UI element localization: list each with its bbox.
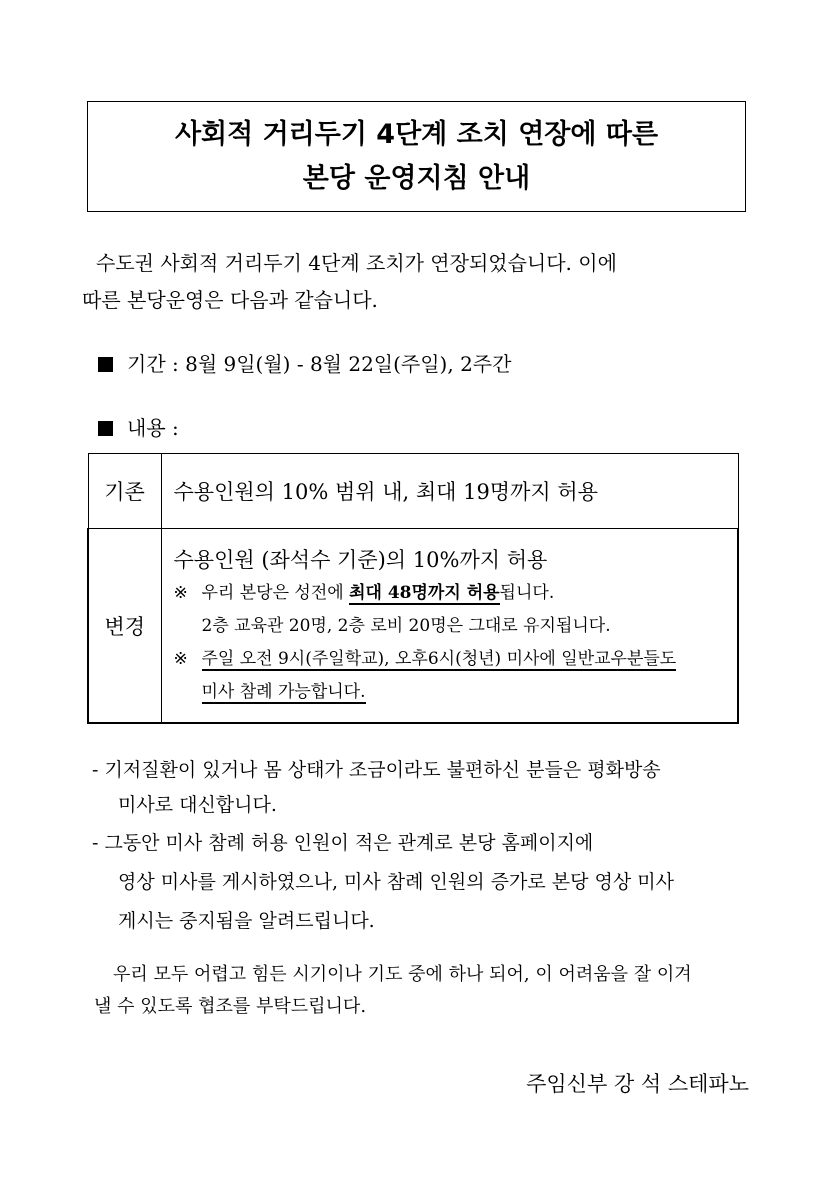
signature: 주임신부 강 석 스테파노 <box>526 1072 749 1096</box>
black-square-icon <box>98 357 113 372</box>
note-item-1-cont: 미사로 대신합니다. <box>118 794 277 816</box>
changed-line-1: 수용인원 (좌석수 기준)의 10%까지 허용 <box>173 547 548 572</box>
content-item <box>98 412 179 441</box>
title-line-1: 사회적 거리두기 4단계 조치 연장에 따른 <box>174 118 659 150</box>
closing-line-2: 낼 수 있도록 협조를 부탁드립니다. <box>94 996 367 1017</box>
changed-header: 변경 <box>88 529 161 724</box>
closing-line-1: 우리 모두 어렵고 힘든 시기이나 기도 중에 하나 되어, 이 어려움을 잘 이겨 <box>113 964 692 985</box>
note-item-2-cont-2: 게시는 중지됨을 알려드립니다. <box>118 910 375 932</box>
table-row-changed <box>88 529 738 724</box>
title-line-2: 본당 운영지침 안내 <box>302 162 531 194</box>
changed-note-1-cont: 2층 교육관 20명, 2층 로비 20명은 그대로 유지됩니다. <box>201 615 611 636</box>
intro-line-1: 수도권 사회적 거리두기 4단계 조치가 연장되었습니다. 이에 <box>96 251 617 275</box>
note-item-2-cont: 영상 미사를 게시하였으나, 미사 참례 인원의 증가로 본당 영상 미사 <box>118 871 674 893</box>
reference-mark-icon: ※ <box>173 582 188 603</box>
content-label: 내용 : <box>127 416 179 440</box>
existing-text: 수용인원의 10% 범위 내, 최대 19명까지 허용 <box>161 454 738 529</box>
period-item <box>98 348 511 377</box>
existing-header: 기존 <box>88 454 161 529</box>
period-label: 기간 : 8월 9일(월) - 8월 22일(주일), 2주간 <box>127 352 512 376</box>
intro-line-2: 따른 본당운영은 다음과 같습니다. <box>82 288 378 312</box>
max-capacity-emphasis: 최대 48명까지 허용 <box>349 582 500 603</box>
table-row-existing <box>88 454 738 529</box>
changed-note-2 <box>174 643 738 676</box>
changed-note-1: ※ 우리 본당은 성전에 최대 48명까지 허용됩니다. <box>174 577 738 610</box>
note-item-1: - 기저질환이 있거나 몸 상태가 조금이라도 불편하신 분들은 평화방송 <box>92 759 661 781</box>
title-box <box>87 101 746 212</box>
black-square-icon <box>98 421 113 436</box>
mass-schedule-text: 주일 오전 9시(주일학교), 오후6시(청년) 미사에 일반교우분들도 <box>201 648 677 669</box>
changed-note-2-cont: 미사 참례 가능합니다. <box>201 681 366 702</box>
note-item-2: - 그동안 미사 참례 허용 인원이 적은 관계로 본당 홈페이지에 <box>92 832 594 854</box>
changed-cell <box>161 529 738 724</box>
reference-mark-icon: ※ <box>173 648 188 669</box>
policy-table <box>87 453 739 724</box>
